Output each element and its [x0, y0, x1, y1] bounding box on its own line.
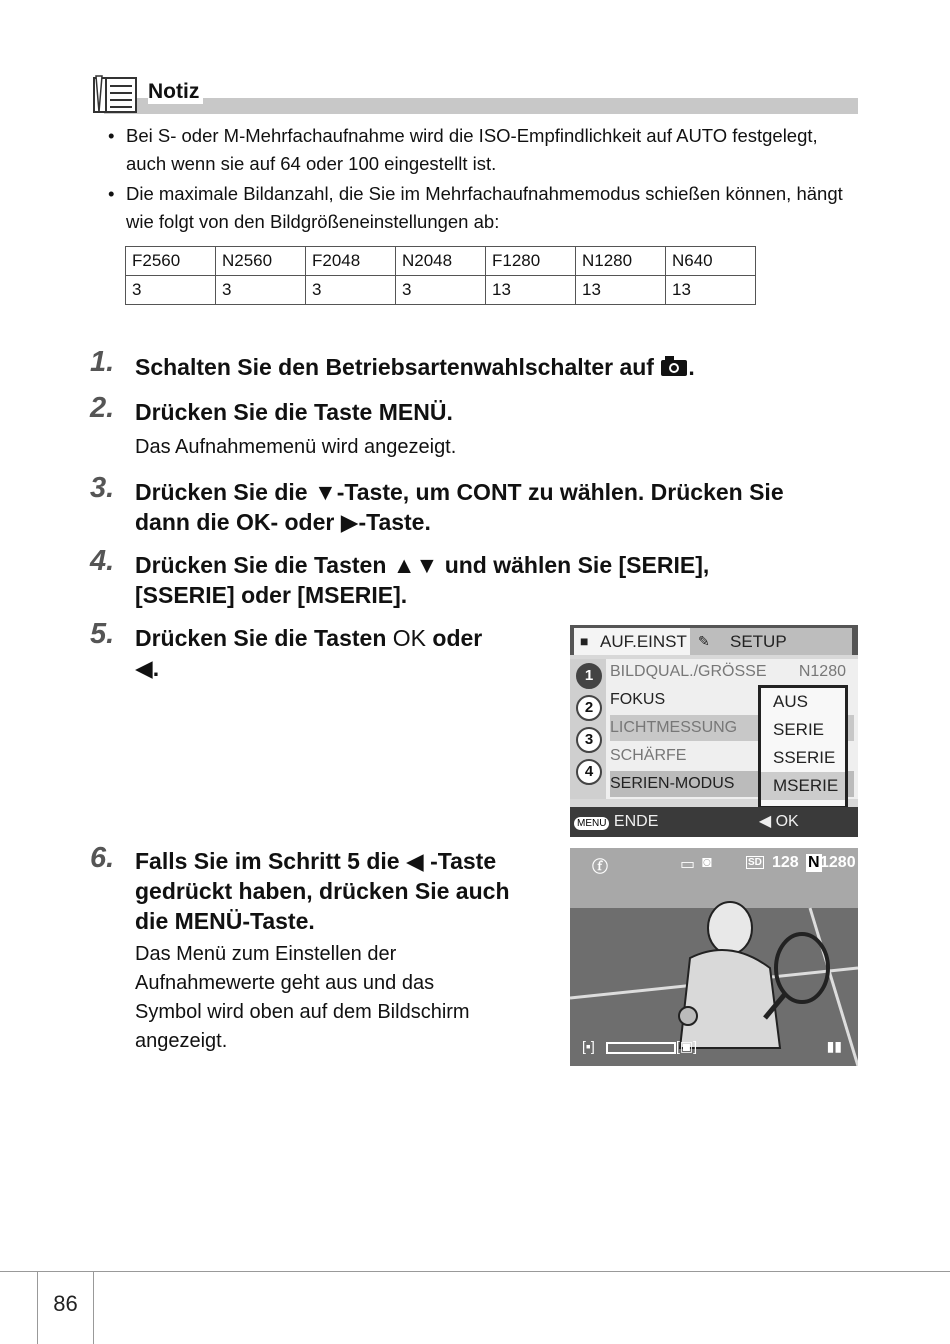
- hud-top: [576, 854, 856, 878]
- step-6-text: [135, 846, 555, 936]
- step-sub-line: Symbol wird oben auf dem Bildschirm: [135, 1001, 470, 1023]
- wrench-icon: ✎: [698, 633, 710, 649]
- menu-page-numbers: [570, 659, 606, 799]
- step-text-part: und wählen Sie [SERIE],: [444, 552, 710, 578]
- page-number-box: [37, 1271, 94, 1344]
- down-arrow-icon: ▼: [313, 479, 337, 505]
- page-number-badge: 4: [576, 759, 602, 785]
- note-bullet: • Bei S- oder M-Mehrfachaufnahme wird die ISO-Empfindlichkeit auf AUTO festgelegt, auch wenn sie auf 64 oder 100 eingestellt ist.: [108, 122, 858, 178]
- ok-key-label: OK: [392, 625, 427, 651]
- step-2-sub: Das Aufnahmemenü wird angezeigt.: [135, 436, 457, 458]
- menu-row: [610, 659, 854, 685]
- footer-rule: [0, 1271, 950, 1272]
- step-text-part: .: [152, 655, 160, 681]
- menu-footer: [570, 807, 858, 837]
- note-bullet: • Die maximale Bildanzahl, die Sie im Mehrfachaufnahmemodus schießen können, hängt wie folgt von den Bildgrößeneinstellungen ab:: [108, 180, 858, 236]
- table-cell: 3: [216, 276, 306, 305]
- step-text-part: dann die OK- oder: [135, 509, 335, 535]
- table-cell: 3: [306, 276, 396, 305]
- image-size-badge: N: [808, 854, 820, 871]
- image-size-value: 1280: [820, 854, 856, 871]
- left-arrow-icon: ◀: [405, 848, 424, 874]
- step-sub-line: angezeigt.: [135, 1030, 228, 1052]
- table-row: [126, 276, 756, 305]
- step-text-part: Schalten Sie den Betriebsartenwahlschalter auf: [135, 354, 654, 380]
- note-header-bar: [104, 98, 858, 114]
- popup-option: AUS: [773, 692, 808, 711]
- tab-label: AUF.EINST: [600, 632, 687, 651]
- step-text-part: Drücken Sie die Tasten: [135, 625, 387, 651]
- step-sub-line: Aufnahmewerte geht aus und das: [135, 972, 435, 994]
- step-number: 4.: [90, 545, 115, 577]
- step-4-text: [135, 550, 709, 610]
- table-cell: 13: [486, 276, 576, 305]
- step-5-text: [135, 623, 535, 683]
- table-cell: 3: [126, 276, 216, 305]
- step-text-part: -Taste, um CONT zu wählen. Drücken Sie: [336, 479, 784, 505]
- step-text-part: .: [688, 354, 695, 380]
- step-number: 2.: [90, 392, 115, 424]
- note-header: [92, 72, 858, 116]
- step-number: 6.: [90, 842, 115, 874]
- step-number: 5.: [90, 618, 115, 650]
- left-key-icon: ◀: [758, 813, 772, 830]
- camera-icon: ■: [580, 633, 589, 649]
- menu-row-selected: SERIEN-MODUS: [610, 771, 854, 797]
- table-cell: N2560: [216, 247, 306, 276]
- serien-modus-popup: [758, 685, 848, 809]
- menu-row: LICHTMESSUNG: [610, 715, 854, 741]
- menu-row-value: N1280: [798, 663, 846, 680]
- camera-icon: ◙: [702, 854, 712, 871]
- zoom-tele-icon: [▣]: [676, 1038, 698, 1054]
- step-text-part: Falls Sie im Schritt 5 die: [135, 848, 400, 874]
- footer-ok-label: OK: [775, 813, 799, 830]
- camera-icon: [660, 355, 688, 377]
- footer-end-label: ENDE: [613, 813, 659, 830]
- menu-row: FOKUS: [610, 691, 666, 708]
- menu-tab-bar: [570, 625, 858, 655]
- zoom-bar: [606, 1042, 676, 1054]
- page-number-badge: 3: [576, 727, 602, 753]
- table-cell: F2560: [126, 247, 216, 276]
- step-sub-line: Das Menü zum Einstellen der: [135, 943, 397, 965]
- table-cell: F1280: [486, 247, 576, 276]
- page-number-badge: 2: [576, 695, 602, 721]
- notepad-icon: [92, 72, 142, 114]
- popup-option: SERIE: [773, 720, 825, 739]
- tab-label: SETUP: [730, 632, 787, 651]
- camera-menu-screenshot: [570, 625, 858, 837]
- continuous-mode-icon: ▭: [680, 856, 696, 873]
- tennis-player-illustration: [570, 848, 858, 1066]
- step-number: 1.: [90, 346, 115, 378]
- step-number: 3.: [90, 472, 115, 504]
- menu-row-label: BILDQUAL./GRÖSSE: [610, 663, 767, 680]
- table-cell: F2048: [306, 247, 396, 276]
- step-text-part: Drücken Sie die Tasten: [135, 552, 387, 578]
- sd-card-icon: SD: [748, 857, 762, 868]
- step-3-text: [135, 477, 784, 537]
- table-header-row: [126, 247, 756, 276]
- step-text-part: [SSERIE] oder [MSERIE].: [135, 582, 408, 608]
- flash-off-icon: ⓕ: [592, 859, 609, 876]
- shots-remaining: 128: [772, 854, 799, 871]
- step-text-part: Drücken Sie die: [135, 479, 308, 505]
- tab-setup: [690, 628, 852, 655]
- right-arrow-icon: ▶: [340, 509, 359, 535]
- step-text-part: oder: [432, 625, 483, 651]
- popup-option: SSERIE: [773, 748, 836, 767]
- battery-icon: ▮▮: [826, 1038, 842, 1054]
- menu-button-icon: MENU: [574, 817, 609, 830]
- page-number: 86: [53, 1291, 78, 1316]
- table-cell: 3: [396, 276, 486, 305]
- table-cell: N1280: [576, 247, 666, 276]
- note-bullets: [108, 122, 858, 238]
- step-6-sub: [135, 940, 470, 1056]
- step-text-part: die MENÜ-Taste.: [135, 908, 315, 934]
- camera-live-view: [570, 848, 858, 1066]
- table-cell: 13: [576, 276, 666, 305]
- table-cell: 13: [666, 276, 756, 305]
- step-text-part: -Taste.: [358, 509, 431, 535]
- hud-bottom: [576, 1038, 852, 1058]
- image-size-table: [125, 246, 756, 305]
- up-down-arrow-icon: ▲▼: [392, 552, 439, 578]
- page-number-badge: 1: [576, 663, 602, 689]
- left-arrow-icon: ◀: [135, 655, 153, 681]
- note-title: Notiz: [148, 80, 203, 104]
- menu-row: SCHÄRFE: [610, 747, 687, 764]
- popup-option-selected: MSERIE: [761, 772, 845, 800]
- step-text-part: -Taste: [430, 848, 497, 874]
- table-cell: N2048: [396, 247, 486, 276]
- step-2-text: Drücken Sie die Taste MENÜ.: [135, 399, 453, 425]
- table-cell: N640: [666, 247, 756, 276]
- step-1-text: [135, 352, 695, 382]
- zoom-wide-icon: [▪]: [582, 1038, 595, 1054]
- step-text-part: gedrückt haben, drücken Sie auch: [135, 878, 510, 904]
